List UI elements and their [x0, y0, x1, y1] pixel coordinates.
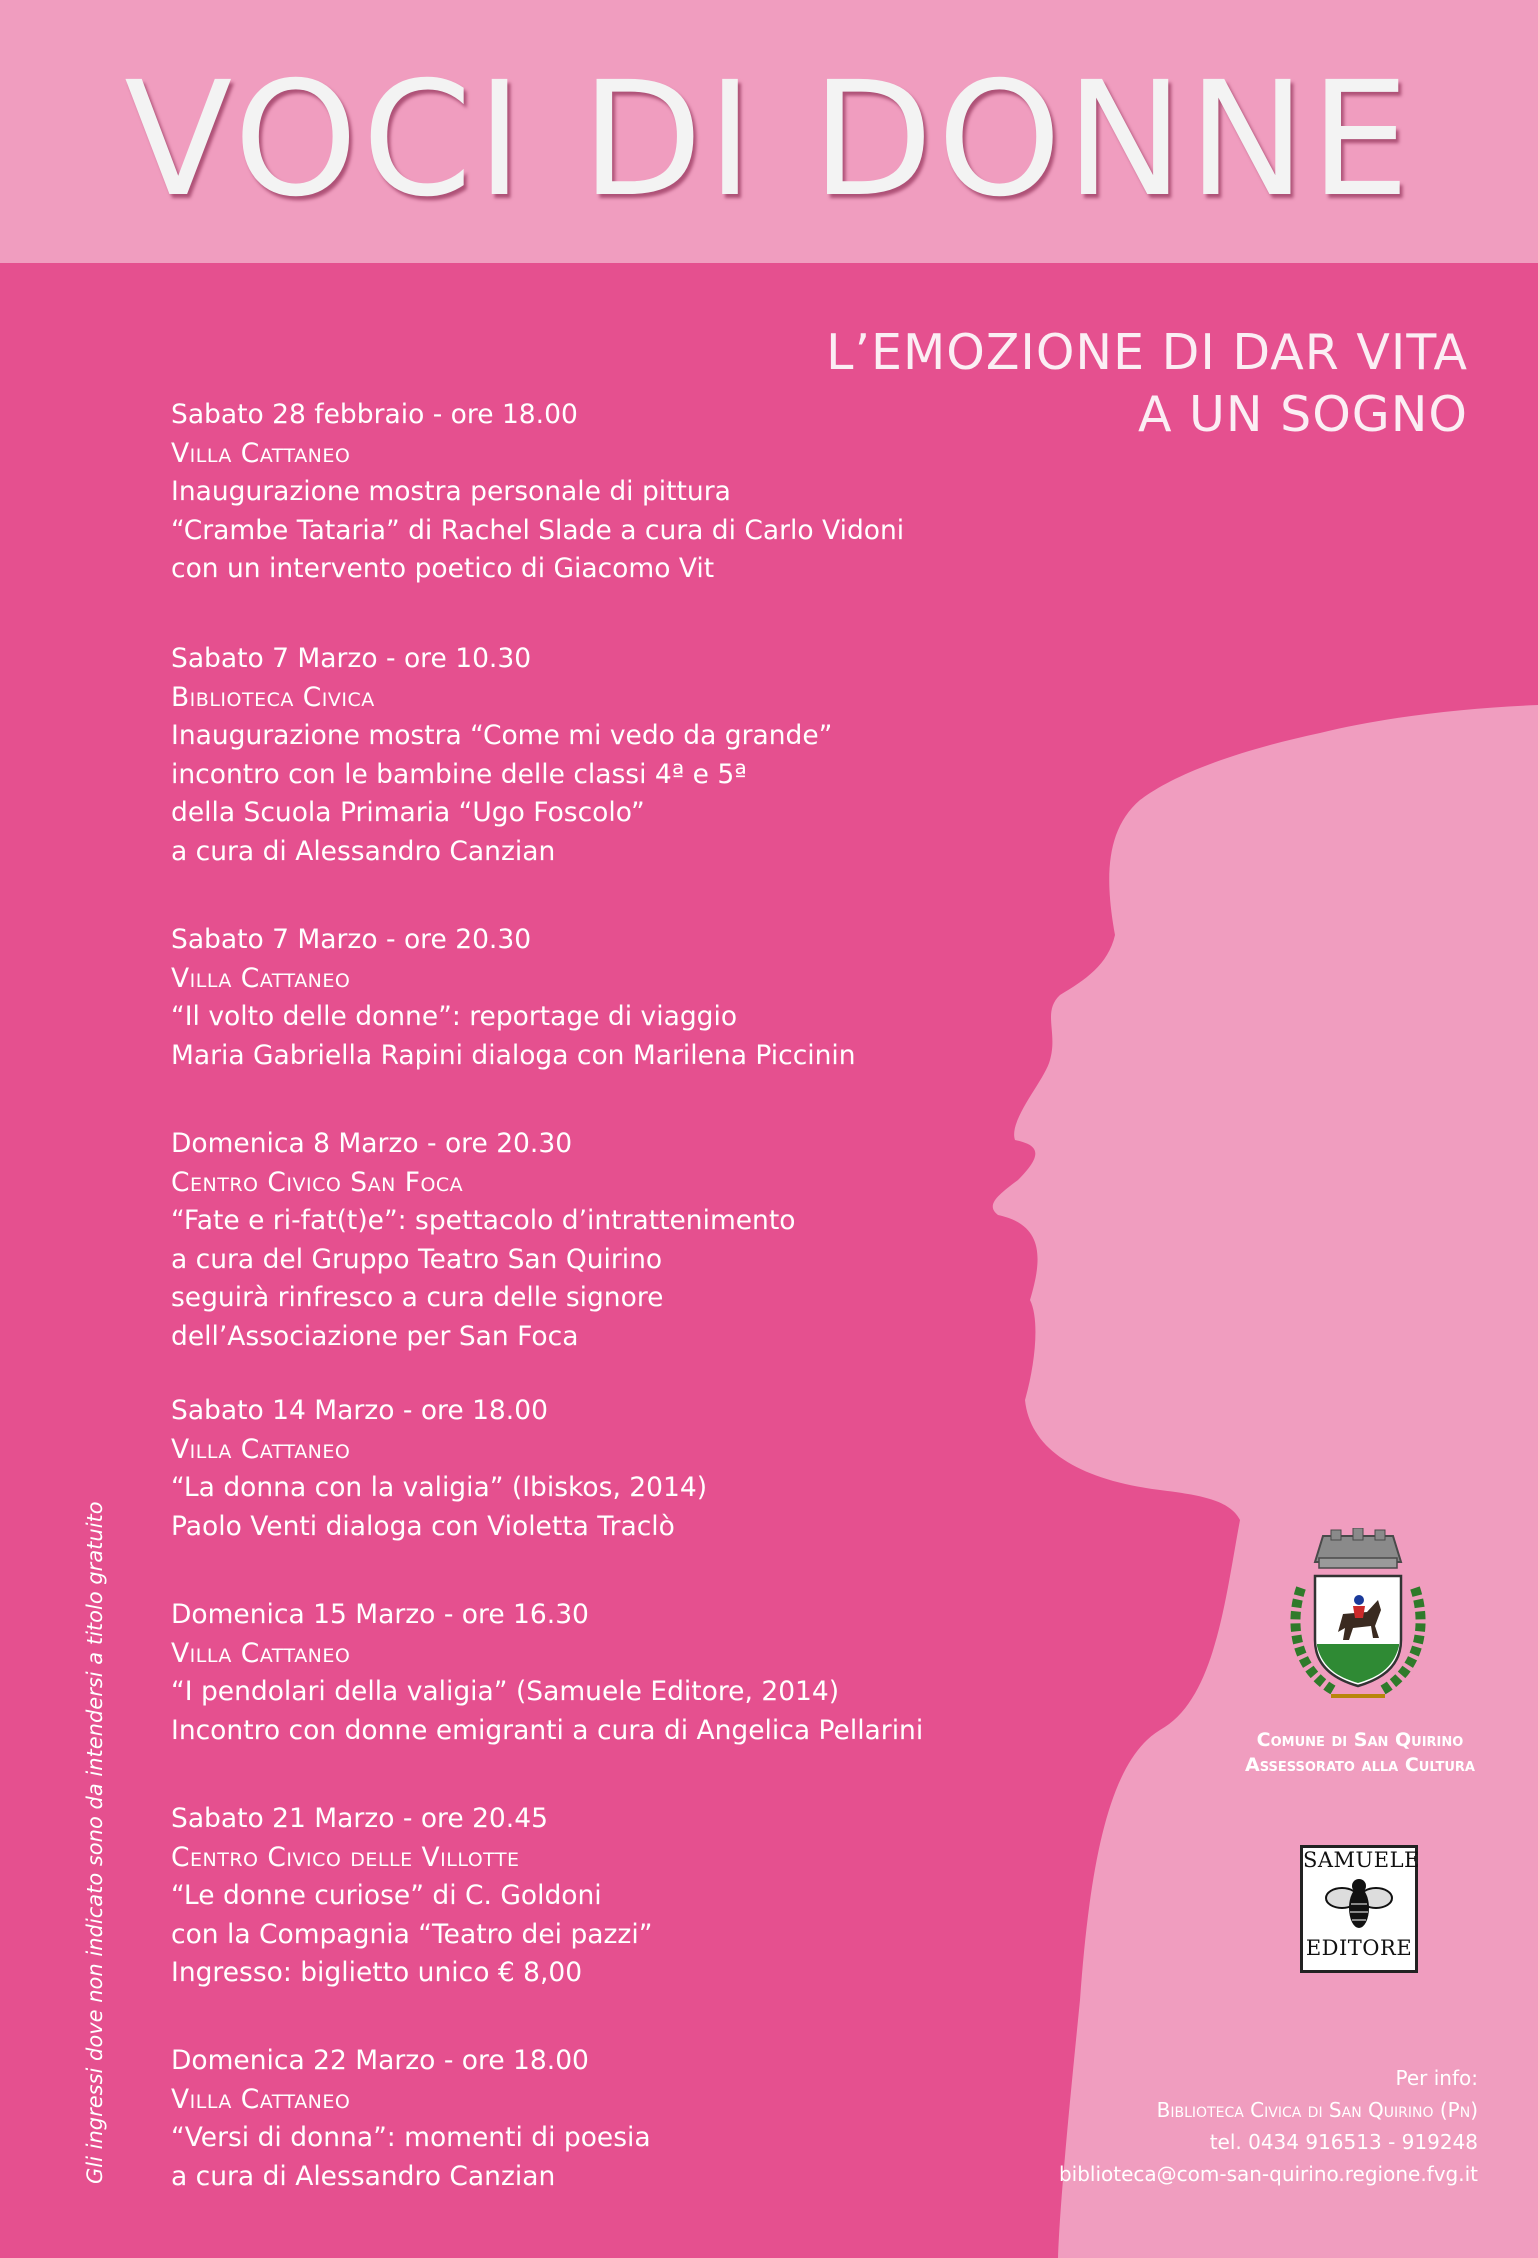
event-description: Inaugurazione mostra “Come mi vedo da grande” [171, 720, 833, 751]
event-5 [171, 1392, 707, 1546]
event-date: Sabato 7 Marzo - ore 20.30 [171, 924, 532, 955]
event-date: Sabato 28 febbraio - ore 18.00 [171, 399, 578, 430]
event-3 [171, 921, 856, 1075]
event-description: incontro con le bambine delle classi 4ª e 5ª [171, 758, 747, 790]
bee-icon [1324, 1874, 1394, 1936]
info-label: Per info: [1395, 2066, 1478, 2090]
event-venue: Biblioteca Civica [171, 681, 375, 713]
subtitle-line-1: L’EMOZIONE DI DAR VITA [826, 324, 1468, 381]
event-description: “Le donne curiose” di C. Goldoni [171, 1880, 602, 1911]
poster-title: VOCI DI DONNE [124, 48, 1414, 232]
event-venue: Villa Cattaneo [171, 2083, 351, 2115]
comune-office: Assessorato alla Cultura [1245, 1754, 1475, 1776]
event-date: Domenica 15 Marzo - ore 16.30 [171, 1599, 589, 1630]
publisher-word-bottom: EDITORE [1305, 1936, 1413, 1960]
event-venue: Centro Civico delle Villotte [171, 1841, 520, 1873]
event-6 [171, 1596, 923, 1750]
event-date: Sabato 14 Marzo - ore 18.00 [171, 1395, 548, 1426]
event-description: a cura di Alessandro Canzian [171, 2160, 556, 2192]
event-7 [171, 1800, 652, 1993]
info-email[interactable]: biblioteca@com-san-quirino.regione.fvg.it [1058, 2162, 1478, 2186]
event-description: a cura di Alessandro Canzian [171, 835, 556, 867]
event-description: “Versi di donna”: momenti di poesia [171, 2122, 651, 2153]
info-phone: tel. 0434 916513 - 919248 [1209, 2130, 1478, 2154]
subtitle-line-2: A UN SOGNO [1137, 386, 1468, 443]
event-description: Incontro con donne emigranti a cura di Angelica Pellarini [171, 1714, 924, 1746]
event-1 [171, 396, 904, 589]
event-description: Ingresso: biglietto unico € 8,00 [171, 1957, 583, 1988]
event-description: Paolo Venti dialoga con Violetta Traclò [171, 1510, 675, 1542]
event-date: Domenica 22 Marzo - ore 18.00 [171, 2045, 589, 2076]
comune-name: Comune di San Quirino [1256, 1729, 1464, 1751]
info-library: Biblioteca Civica di San Quirino (Pn) [1156, 2098, 1478, 2122]
samuele-editore-logo [1300, 1845, 1418, 1973]
event-4 [171, 1125, 795, 1356]
event-description: “Crambe Tataria” di Rachel Slade a cura di Carlo Vidoni [171, 514, 905, 546]
event-venue: Centro Civico San Foca [171, 1166, 464, 1198]
event-description: dell’Associazione per San Foca [171, 1320, 579, 1352]
event-description: a cura del Gruppo Teatro San Quirino [171, 1243, 663, 1275]
event-description: con la Compagnia “Teatro dei pazzi” [171, 1918, 653, 1950]
event-description: “Il volto delle donne”: reportage di viaggio [171, 1001, 738, 1032]
event-description: Maria Gabriella Rapini dialoga con Marilena Piccinin [171, 1039, 856, 1071]
contact-info [1059, 2062, 1478, 2190]
free-entry-note: Gli ingressi dove non indicato sono da intendersi a titolo gratuito [83, 1501, 107, 2184]
event-description: Inaugurazione mostra personale di pittura [171, 476, 731, 507]
event-venue: Villa Cattaneo [171, 1433, 351, 1465]
event-description: della Scuola Primaria “Ugo Foscolo” [171, 797, 645, 828]
event-date: Sabato 21 Marzo - ore 20.45 [171, 1803, 548, 1834]
publisher-word-top: SAMUELE [1303, 1848, 1420, 1872]
event-venue: Villa Cattaneo [171, 1637, 351, 1669]
event-8 [171, 2042, 651, 2196]
event-description: “Fate e ri-fat(t)e”: spettacolo d’intrattenimento [171, 1205, 796, 1236]
event-description: “La donna con la valigia” (Ibiskos, 2014) [171, 1472, 708, 1503]
event-description: “I pendolari della valigia” (Samuele Editore, 2014) [171, 1676, 840, 1707]
event-venue: Villa Cattaneo [171, 437, 351, 469]
event-date: Domenica 8 Marzo - ore 20.30 [171, 1128, 573, 1159]
event-2 [171, 640, 832, 871]
municipal-crest-icon [1283, 1528, 1433, 1712]
event-description: con un intervento poetico di Giacomo Vit [171, 553, 715, 584]
event-venue: Villa Cattaneo [171, 962, 351, 994]
poster-subtitle [826, 322, 1468, 446]
comune-label [1210, 1728, 1510, 1778]
event-description: seguirà rinfresco a cura delle signore [171, 1282, 664, 1313]
event-date: Sabato 7 Marzo - ore 10.30 [171, 643, 532, 674]
